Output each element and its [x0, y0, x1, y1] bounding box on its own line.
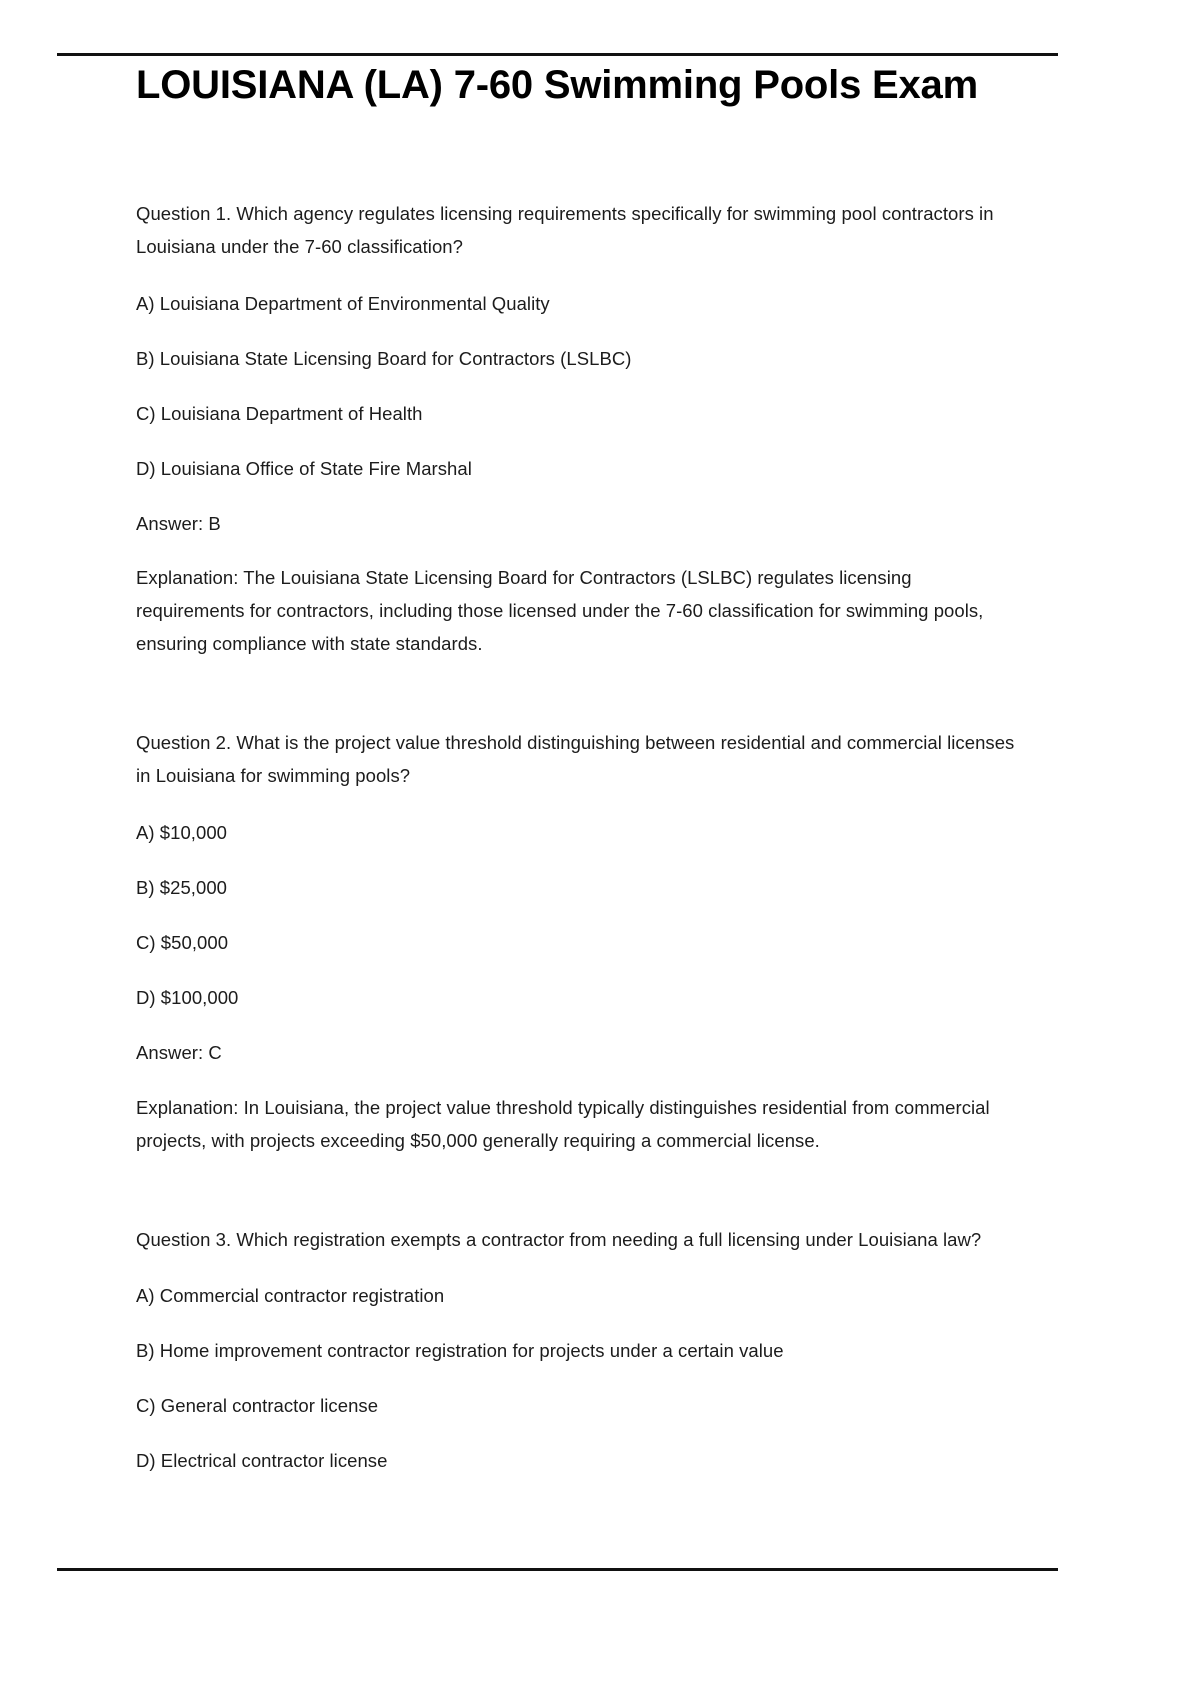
question-option-b[interactable]: B) Louisiana State Licensing Board for Contractors (LSLBC)	[136, 347, 632, 369]
question-option-d[interactable]: D) Louisiana Office of State Fire Marshal	[136, 457, 472, 479]
question-answer: Answer: B	[136, 512, 221, 534]
question-option-a[interactable]: A) Louisiana Department of Environmental Quality	[136, 292, 550, 314]
document-content	[136, 62, 1016, 1500]
question-spacer	[136, 661, 1016, 727]
question-block-3	[136, 1224, 1016, 1479]
question-option-d[interactable]: D) Electrical contractor license	[136, 1450, 388, 1472]
question-explanation: Explanation: In Louisiana, the project value threshold typically distinguishes residential from commercial projects, with projects exceeding $50,000 generally requiring a commercial license.	[136, 1096, 990, 1151]
question-option-d[interactable]: D) $100,000	[136, 986, 239, 1008]
question-block-1	[136, 198, 1016, 661]
question-explanation: Explanation: The Louisiana State Licensing Board for Contractors (LSLBC) regulates licensing requirements for contractors, including those licensed under the 7-60 classification for swimming pools, ensuring compliance with state standards.	[136, 567, 984, 655]
question-option-b[interactable]: B) Home improvement contractor registration for projects under a certain value	[136, 1340, 784, 1362]
question-option-c[interactable]: C) $50,000	[136, 931, 229, 953]
question-option-a[interactable]: A) Commercial contractor registration	[136, 1285, 445, 1307]
question-option-c[interactable]: C) General contractor license	[136, 1395, 379, 1417]
question-block-2	[136, 727, 1016, 1157]
header-divider	[57, 53, 1058, 56]
page-title: LOUISIANA (LA) 7-60 Swimming Pools Exam	[136, 63, 978, 107]
question-spacer	[136, 1158, 1016, 1224]
footer-divider	[57, 1568, 1058, 1571]
question-stem: Question 1. Which agency regulates licensing requirements specifically for swimming pool contractors in Louisiana under the 7-60 classification?	[136, 203, 994, 257]
title-spacer	[136, 108, 1016, 198]
question-answer: Answer: C	[136, 1041, 222, 1063]
question-option-c[interactable]: C) Louisiana Department of Health	[136, 402, 423, 424]
question-stem: Question 3. Which registration exempts a contractor from needing a full licensing under Louisiana law?	[136, 1228, 982, 1250]
question-option-b[interactable]: B) $25,000	[136, 876, 228, 898]
question-stem: Question 2. What is the project value threshold distinguishing between residential and commercial licenses in Louisiana for swimming pools?	[136, 732, 1015, 787]
question-option-a[interactable]: A) $10,000	[136, 822, 228, 844]
